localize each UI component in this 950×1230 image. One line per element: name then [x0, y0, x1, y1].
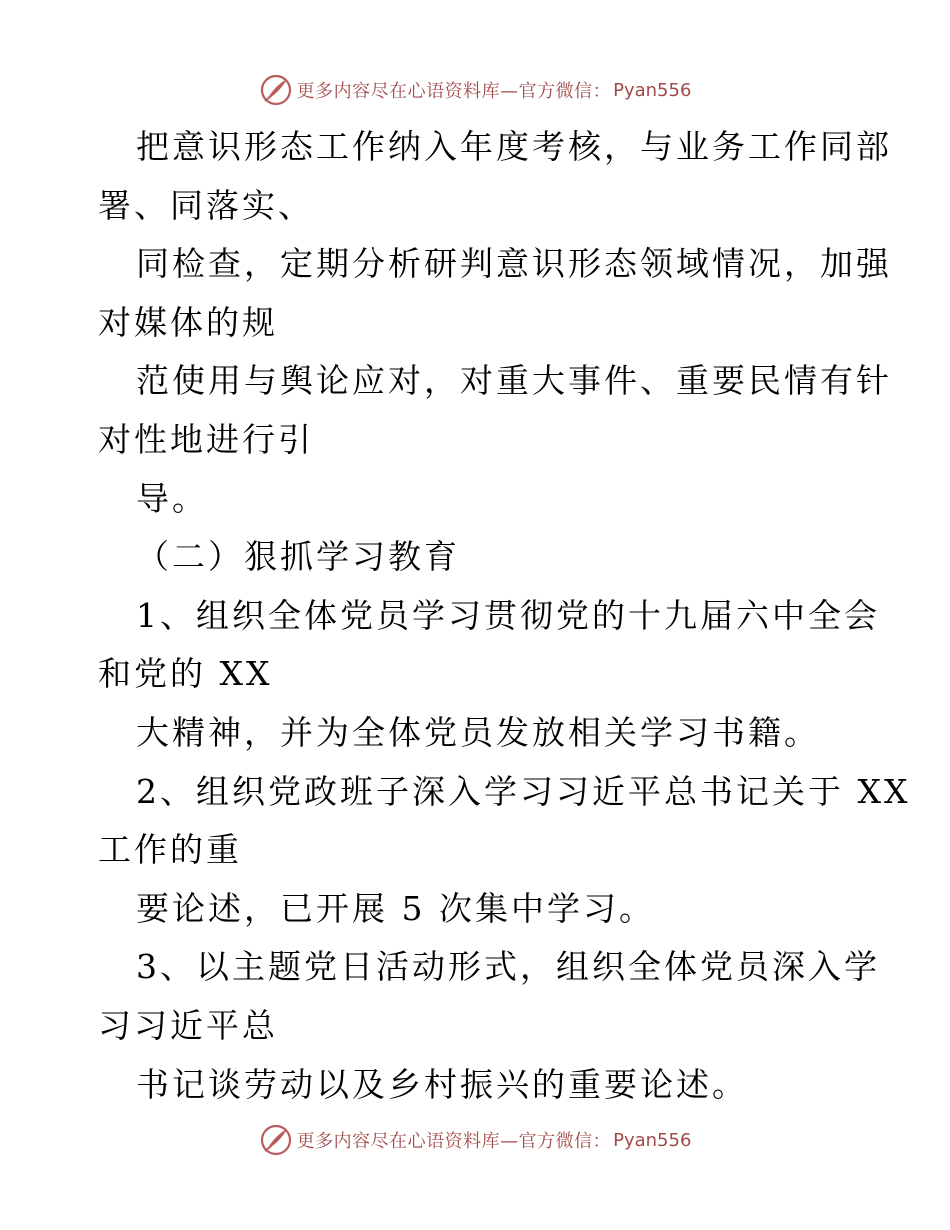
paragraph-line: 对媒体的规 [98, 302, 278, 342]
paragraph-line: 大精神，并为全体党员发放相关学习书籍。 [136, 712, 820, 752]
paragraph-line: 署、同落实、 [98, 185, 314, 225]
quill-pen-logo-icon [259, 73, 293, 107]
section-heading: （二）狠抓学习教育 [136, 537, 460, 577]
paragraph-line: 对性地进行引 [98, 419, 314, 459]
paragraph-line: 范使用与舆论应对，对重大事件、重要民情有针 [136, 361, 892, 401]
watermark-handle: Pyan556 [613, 1129, 692, 1151]
paragraph-line: 要论述，已开展 5 次集中学习。 [136, 888, 655, 928]
paragraph-line: 2、组织党政班子深入学习习近平总书记关于 XX [136, 771, 911, 811]
paragraph-line: 1、组织全体党员学习贯彻党的十九届六中全会 [136, 595, 880, 635]
paragraph-line: 同检查，定期分析研判意识形态领域情况，加强 [136, 244, 892, 284]
paragraph-line: 工作的重 [98, 830, 242, 870]
paragraph-line: 书记谈劳动以及乡村振兴的重要论述。 [136, 1064, 748, 1104]
watermark-text: 更多内容尽在心语资料库—官方微信： [296, 81, 612, 102]
watermark-handle: Pyan556 [613, 79, 692, 101]
watermark-text: 更多内容尽在心语资料库—官方微信： [296, 1131, 612, 1152]
quill-pen-logo-icon [259, 1123, 293, 1157]
header-watermark [0, 70, 950, 110]
paragraph-line: 导。 [136, 478, 208, 518]
paragraph-line: 3、以主题党日活动形式，组织全体党员深入学 [136, 947, 880, 987]
document-body [98, 118, 911, 1114]
paragraph-line: 把意识形态工作纳入年度考核，与业务工作同部 [136, 127, 892, 166]
footer-watermark [0, 1120, 950, 1160]
paragraph-line: 习习近平总 [98, 1005, 278, 1045]
paragraph-line: 和党的 XX [98, 654, 273, 694]
